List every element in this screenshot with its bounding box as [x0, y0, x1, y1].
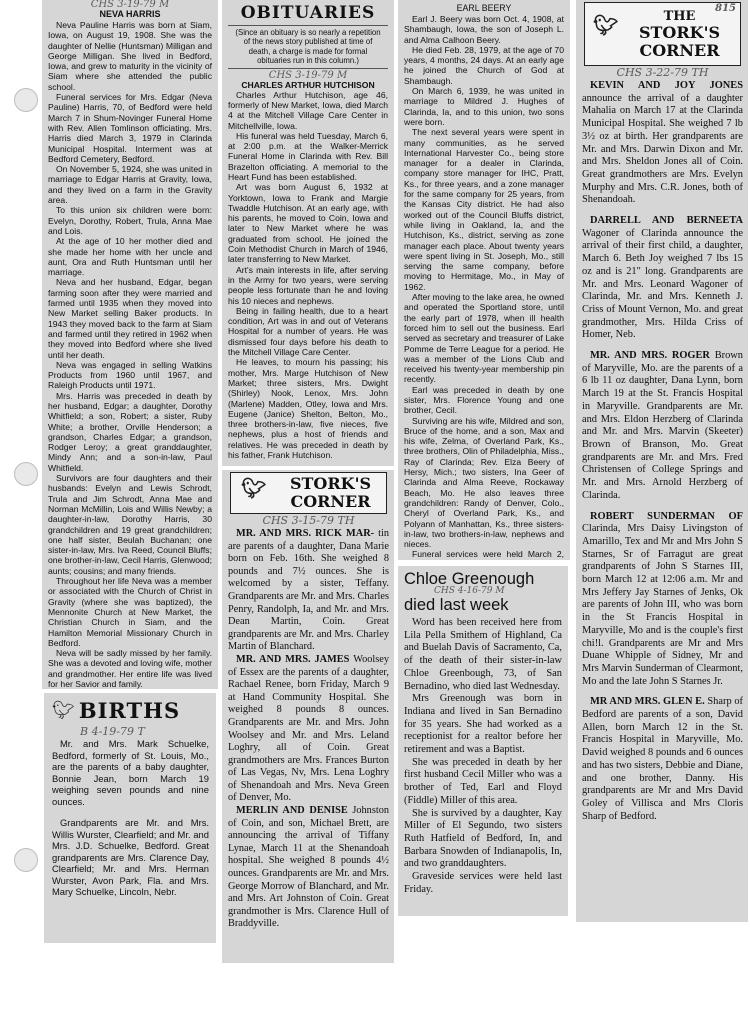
birth-announcements: [228, 528, 389, 931]
birth-announcements: [582, 80, 743, 823]
birth-announcement-body: [52, 738, 209, 898]
obituary-title: NEVA HARRIS: [99, 9, 161, 19]
announcement: [228, 805, 389, 931]
paragraph: Funeral services were held March 2,: [412, 549, 564, 560]
binder-hole: [14, 88, 38, 112]
storks-corner-clipping-right: [576, 0, 748, 922]
paragraph: Mrs. Harris was preceded in death by her husband, Edgar; a daughter, Dorothy Whitfield; a son, Robert; a sister, Ruby White; a brother, Orville Henderson; a grandson, Charles Edgar; a grandson, Rodger Leroy; a great granddaughter, Mindy Ann; and a son-in-law, Paul Whitfield.: [48, 390, 212, 473]
paragraph: Neva will be sadly missed by her family. She was a devoted and loving wife, mother and grandmother. Her entire life was lived for her Savior and family.: [48, 648, 212, 689]
obituaries-banner: OBITUARIES: [240, 3, 376, 23]
announcement: [228, 528, 389, 654]
paragraph: Graveside services were held last Friday.: [404, 871, 562, 895]
obituary-notice: (Since an obituary is so nearly a repetition of the news story published at time of death, a charge is made for formal obituaries run in this column.): [235, 28, 381, 66]
paragraph: On March 6, 1939, he was united in marriage to Mildred J. Hughes of Clarinda, Ia, and to this union, two sons were born.: [404, 86, 564, 127]
obituary-body: [48, 20, 212, 689]
announcement: [582, 80, 743, 207]
banner-title: BIRTHS: [78, 698, 181, 724]
date-stamp: CHS 3-15-79 TH: [262, 514, 355, 527]
announcement-text: Sharp of Bedford are parents of a son, David Allen, born March 12 in the St. Francis Hospital in Maryville, Mo. David weighed 8 pounds and 6 ounces and has two sisters, Debbie and Diane, and one brother, Danny. His grandparents are Mr and Mrs David Goley of Villisca and Mrs Cloris Sharp of Bedford.: [582, 696, 744, 822]
announcement-lead: MR. AND MRS. JAMES: [236, 653, 354, 665]
paragraph: Neva Pauline Harris was born at Siam, Iowa, on August 19, 1908. She was the daughter of Nellie (Huntsman) Milligan and George Milligan. She lived in Bedford, Iowa, and grew to maturity in the vicinity of Siam where she attended the public school.: [48, 20, 212, 92]
announcement-lead: MR. AND MRS. RICK MAR-: [236, 528, 379, 539]
paragraph: Throughout her life Neva was a member or associated with the Church of Christ in Gravity (where she was baptized), the Mennonite Church at New Market, the Christian Church in Siam, and the Hamilton Memorial Missionary Church in Bedford.: [48, 576, 212, 648]
announcement-lead: DARRELL AND BERNEETA: [590, 215, 743, 227]
paragraph: He leaves, to mourn his passing; his mother, Mrs. Marge Hutchison of New Market; three sisters, Mrs. Dwight (Shirley) Nook, Lenox, Mrs. John (Marlene) Madden, Otley, Iowa and Mrs. Eugene (Janice) Shelton, Belton, Mo., three brothers-in-law, five nieces, five nephews, plus a host of friends and relatives. He was preceded in death by his father, Frank Hutchison.: [228, 357, 388, 461]
paragraph: Neva and her husband, Edgar, began farming soon after they were married and farmed until 1935 when they moved into New Market selling Baker products. In 1943 they moved back to the farm at Siam and farmed until they retired in 1962 when they moved into Bedford where she lived until her death.: [48, 277, 212, 360]
paragraph: She is survived by a daughter, Kay Miller of El Segundo, two sisters Ruth Hatfield of Bedford, In, and Barbara Snowden of Indianapolis, In, and two granddaughters.: [404, 807, 562, 870]
announcement-text: tin are parents of a daughter, Dana Marie born on Feb. 16th. She weighed 8 pounds and 7½ ounces. She is welcomed by a sister, Teffany. Grandparents are Mr. and Mrs. Charles Penry, Randolph, Ia, and Mr. and Mrs. Dean Martin, Coin. Great grandparents are Mr. and Mrs. Charley Martin of Blanchard.: [228, 528, 389, 653]
date-stamp: CHS 3-19-79 M: [268, 69, 348, 81]
storks-corner-banner: [584, 2, 741, 66]
date-stamp: CHS 3-19-79 M: [90, 0, 170, 10]
paragraph: After moving to the lake area, he owned and operated the Sportland store, until the early part of 1978, when ill health forced him to sell out the business. Earl served as secretary and treasurer of Lake Pomme de Terre League for a period. He was a member of the Lions Club and received his twenty-year membership pin recently.: [404, 292, 564, 385]
paragraph: Charles Arthur Hutchison, age 46, formerly of New Market, Iowa, died March 4 at the Mitchell Village Care Center in Mitchellville, Iowa.: [228, 89, 388, 131]
announcement-lead: KEVIN AND JOY JONES: [590, 80, 743, 91]
paragraph: Mrs Greenough was born in Indiana and lived in San Bernadino for 35 years. She had worked as a receptionist for a realtor before her retirement and was a Baptist.: [404, 693, 562, 756]
storks-corner-clipping-middle: [222, 470, 394, 963]
paragraph: At the age of 10 her mother died and she made her home with her uncle and aunt, Ora and Ruth Huntsman until her marriage.: [48, 236, 212, 278]
announcement: [228, 654, 389, 805]
headline: died last week: [404, 596, 509, 614]
paragraph: Grandparents are Mr. and Mrs. Willis Wurster, Clearfield; and Mr. and Mrs. J.D. Schuelke, Bedford. Great grandparents are Mrs. Clarence Day, Clearfield; Mr. and Mrs. Herman Wurster, Avon Park, Fla. and Mrs. Mary Schuelke, Lincoln, Nebr.: [52, 817, 209, 897]
banner-line: CORNER: [290, 492, 371, 511]
announcement-lead: MR AND MRS. GLEN E.: [590, 696, 708, 708]
paragraph: Word has been received here from Lila Pella Smithem of Highland, Ca and Buelah Davis of Sacramento, Ca, of the death of their sister-in-law Chloe Greenbough, 73, of San Bernadino, who died last Wednesday.: [404, 617, 562, 692]
announcement-lead: MERLIN AND DENISE: [236, 805, 353, 817]
banner-line: STORK'S: [638, 22, 721, 42]
headline: Chloe Greenough: [404, 570, 535, 588]
announcement-text: Clarinda, Mrs Daisy Livingston of Amarillo, Tex and Mr and Mrs John S Starnes, Sr of Farragut are great grandparents of John S Starnes III, born March 12 at 12:06 a.m. Mr and Mrs Jeffery Jay Starnes of Jenks, Ok are parents of John III, who was born in the St Francis Hospital in Maryville, Mo and is the couple's first chi!l. Grandparents are Mr and Mrs Duane Whipple of Sidney, Mr and Mrs Marvin Sunderman of Clearmont, Mo and the late John S Starnes Jr.: [582, 523, 743, 687]
paragraph: Art's main interests in life, after serving in the Army for two years, were serving people less fortunate than he and loving his 10 nieces and nephews.: [228, 264, 388, 306]
paragraph: Earl J. Beery was born Oct. 4, 1908, at Shambaugh, Iowa, the son of Joseph L. and Alma Calhoon Beery.: [404, 14, 564, 45]
date-stamp: CHS 4-16-79 M: [434, 586, 505, 596]
obituary-body: [228, 90, 388, 461]
storks-corner-banner: [230, 472, 387, 514]
announcement-lead: MR. AND MRS. ROGER: [590, 350, 715, 362]
banner-line: STORK'S: [289, 474, 372, 493]
neva-harris-clipping: [42, 0, 218, 689]
paragraph: Earl was preceded in death by one sister, Mrs. Florence Young and one brother, Cecil.: [404, 384, 564, 416]
paragraph: Art was born August 6, 1932 at Yorktown, Iowa to Frank and Margie Twaddle Hutchison. At an early age, with his parents, he moved to Coin, Iowa and later to New Market where he was graduated from school. He joined the Coin Methodist Church in March of 1946, later transferring to New Market.: [228, 182, 388, 265]
chloe-greenough-clipping: [398, 566, 568, 916]
paragraph: On November 5, 1924, she was united in marriage to Edgar Harris at Gravity, Iowa, and they lived on a farm in the Gravity area.: [48, 164, 212, 206]
date-stamp: B 4-19-79 T: [80, 725, 145, 738]
obituary-body: [404, 617, 562, 896]
births-banner: [52, 697, 209, 725]
paragraph: To this union six children were born: Evelyn, Dorothy, Robert, Trula, Anna Mae and Lois.: [48, 205, 212, 236]
paragraph: She was preceded in death by her first husband Cecil Miller who was a brother of Ted, Earl and Floyd (Fiddle) Miller of this area.: [404, 756, 562, 806]
paragraph: Neva was engaged in selling Watkins Products from 1960 until 1967, and Raleigh Products until 1971.: [48, 359, 212, 391]
handwritten-note: 815: [715, 3, 736, 14]
paragraph: Surviving are his wife, Mildred and son, Bruce of the home, and a son, Max and his wife, Zelma, of Overland Park, Ks., three brothers, Olin of Philadelphia, Miss., Ray of Clarinda; Rev. Elza Beery of Hersy, Mich.; two sisters, Ina Geer of Clarinda and Alma Reeve, Rockaway Beach, Mo. He also leaves three grandchildren: Randy of Denver, Colo., Cheryl of Overland Park, Ks., and Polyann of Manhattan, Ks., three sisters-in-law, two brothers-in-law, nephews and nieces.: [404, 415, 564, 550]
obituaries-clipping: [222, 0, 394, 466]
announcement: [582, 511, 743, 689]
obituary-body: [404, 14, 564, 560]
announcement-text: Brown of Maryville, Mo. are the parents of a 6 lb 11 oz daughter, Dana Lynn, born March 19 at the St. Francis Hospital in Maryville. Grandparents are Mr. and Mrs. Eldon Herzberg of Clarinda and Mr. and Mrs. Marvin (Skeeter) Brown of Branson, Mo. Great grandparents are Mr. and Mrs. Fred Christensen of College Springs and Mr. and Mrs. Arnold Herzberg of Clarinda.: [582, 350, 743, 501]
paragraph: Survivors are four daughters and their husbands: Evelyn and Lewis Schrodt, Trula and Jim Schrodt, Anna Mae and Norman McMillin, Lois and Willis Newby; a daughter-in-law, Dorothy Harris, 30 grandchildren and 19 great grandchildren; one half sister, Beulah Buchanan; one sister-in-law, Mrs. Iva Reed, Council Bluffs; one brother-in-law, Cecil Harris, Glenwood; aunts; cousins; and many friends.: [48, 473, 212, 576]
banner-line: CORNER: [639, 40, 720, 60]
divider: [228, 68, 388, 69]
binder-hole: [14, 462, 38, 486]
announcement-text: announce the arrival of a daughter Mahalia on March 17 at the Clarinda Municipal Hospital. She weighed 7 lb 3½ oz at birth. Her grandparents are Mr. and Mrs. Darwin Dixon and Mr. and Mrs. Sheldon Jones all of Coin. Great grandmothers are Mrs. Evelyn Murphy and Mrs. C.R. Jones, both of Shenandoah.: [582, 92, 743, 206]
earl-beery-clipping: [398, 0, 570, 560]
paragraph: Funeral services for Mrs. Edgar (Neva Pauline) Harris, 70, of Bedford were held March 7 in Shum-Novinger Funeral Home with Rev. Allen Tomlinson officiating. Mrs. Harris died March 3, 1979 in Clarinda Municipal Hospital. Interment was at Bedford Cemetery, Bedford.: [48, 92, 212, 164]
paragraph: He died Feb. 28, 1979, at the age of 70 years, 4 months, 24 days. At an early age he joined the Church of God at Shambaugh.: [404, 44, 564, 86]
stork-icon: 🐦︎: [241, 476, 267, 500]
stork-icon: 🐦︎: [593, 13, 619, 37]
obituary-title: CHARLES ARTHUR HUTCHISON: [241, 79, 375, 90]
announcement: [582, 350, 743, 502]
announcement: [582, 696, 743, 823]
date-stamp: CHS 3-22-79 TH: [616, 66, 709, 79]
banner-line: THE: [663, 8, 696, 24]
announcement-lead: ROBERT SUNDERMAN OF: [590, 510, 743, 522]
announcement: [582, 215, 743, 342]
announcement-text: Wagoner of Clarinda announce the arrival of their first child, a daughter, March 6. Beth Joy weighed 7 lbs 15 oz and is 21" long. Grandparents are Mr. and Mrs. Leonard Wagoner of Clarinda, Mr. and Mrs. Kenneth J. Criss of Mount Vernon, Mo. and great grandmother, Mrs. Hilda Criss of Homer, Neb.: [582, 227, 743, 341]
obituary-title: EARL BEERY: [456, 3, 512, 13]
paragraph: The next several years were spent in many communities, as he served International Harvester Co., being store manager for a dealer in Clarinda, company store manager for IHC, Pratt, Ks., for three years, and a zone manager for the same company for 25 years, from the Kansas City district. He had also worked out of the Council Bluffs district, while living in Oakland, Ia, and the Hutchison, Ks., district, serving as zone manager each place. About twenty years were spent living in St. Joseph, Mo., still serving the same company, before moving to Hermitage, Mo., in May of 1962.: [404, 127, 564, 292]
paragraph: Being in failing health, due to a heart condition, Art was in and out of Veterans Hospital for a number of years. He was dismissed four days before his death to the Mitchell Village Care Center.: [228, 305, 388, 358]
paragraph: His funeral was held Tuesday, March 6, at 2:00 p.m. at the Walker-Merrick Funeral Home in Clarinda with Rev. Bill Brazelton officiating. A memorial to the Heart Fund has been established.: [228, 130, 388, 182]
divider: [228, 25, 388, 26]
announcement-text: Johnston of Coin, and son, Michael Brett, are announcing the arrival of Tiffany Lynae, March 11 at the Shenandoah hospital. She weighed 8 pounds 4½ ounces. Grandparents are Mr. and Mrs. George Morrow of Blanchard, and Mr. and Mrs. Art Johnston of Coin. Great grandmother is Mrs. Clarence Hull of Braddyville.: [228, 805, 389, 930]
stork-icon: 🐦︎: [52, 700, 75, 721]
announcement-text: Woolsey of Essex are the parents of a daughter, Rachael Renee, born Friday, March 9 at Hand Community Hospital. She weighed 8 pounds 8 ounces. Grandparents are Mr. and Mrs. John Woolsey and Mr. and Mrs. Leland Loghry, all of Coin. Great grandmothers are Mrs. Frances Burton of Las Vegas, Nv, Mrs. Lena Loghry of Shenandoah and Mrs. Neva Green of Denver, Mo.: [228, 653, 389, 804]
births-clipping: [44, 693, 216, 943]
paragraph: Mr. and Mrs. Mark Schuelke, Bedford, formerly of St. Louis, Mo., are the parents of a baby daughter, Bonnie Jean, born March 19 weighing seven pounds and nine ounces.: [52, 738, 209, 807]
binder-hole: [14, 848, 38, 872]
